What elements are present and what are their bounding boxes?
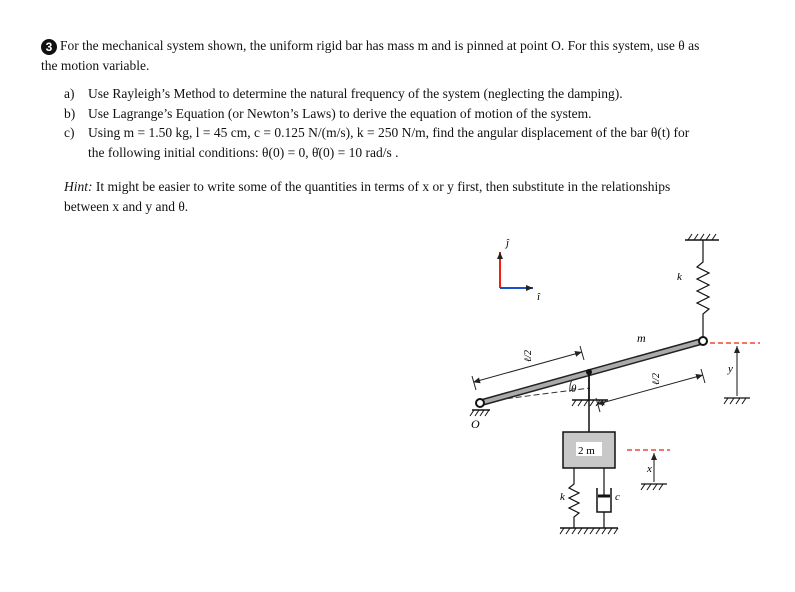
mechanical-system-figure [460, 230, 760, 560]
i-label: î [537, 291, 541, 303]
dimension-left [472, 346, 584, 390]
bar-mass-label: m [637, 331, 646, 345]
j-label: ĵ [506, 237, 510, 249]
O-label: O [471, 417, 480, 431]
y-indicator [710, 343, 760, 404]
top-spring-k-label: k [677, 271, 682, 283]
problem-intro [41, 36, 699, 76]
theta-label: θ [571, 383, 577, 395]
intro-line-2: the motion variable. [41, 58, 150, 73]
x-indicator [627, 450, 670, 490]
x-label: x [647, 463, 652, 475]
part-b: b) Use Lagrange’s Equation (or Newton’s Laws) to derive the equation of motion of the system. [64, 105, 592, 121]
block-mass-label: 2 m [578, 445, 595, 457]
half-length-right-label: ℓ/2 [651, 373, 662, 385]
figure-svg [460, 230, 760, 560]
bottom-spring [560, 468, 579, 528]
bottom-ground [560, 528, 618, 534]
damper [597, 468, 620, 528]
part-a: a) Use Rayleigh’s Method to determine the natural frequency of the system (neglecting the damping). [64, 86, 623, 101]
problem-number-badge: 3 [41, 39, 57, 55]
hint-block [64, 177, 670, 217]
part-c: c) Using m = 1.50 kg, l = 45 cm, c = 0.125 N/(m/s), k = 250 N/m, find the angular displacement of the bar θ(t) for [64, 125, 690, 140]
hint-line-1: It might be easier to write some of the quantities in terms of x or y first, then substitute in the relationships [95, 179, 671, 194]
dimension-right [596, 369, 705, 412]
hint-label: Hint: [64, 179, 93, 194]
top-spring [677, 234, 719, 345]
bottom-spring-k-label: k [560, 491, 565, 503]
part-c-continued: the following initial conditions: θ(0) = 0, θ̇(0) = 10 rad/s . [88, 144, 399, 160]
unit-vectors [500, 237, 541, 303]
half-length-left-label: ℓ/2 [523, 350, 534, 362]
hint-line-2: between x and y and θ. [64, 199, 189, 214]
y-label: y [728, 363, 733, 375]
damper-c-label: c [615, 491, 620, 503]
intro-line-1: For the mechanical system shown, the uniform rigid bar has mass m and is pinned at point O. For this system, use θ as [60, 38, 700, 53]
parts-list [64, 84, 689, 162]
